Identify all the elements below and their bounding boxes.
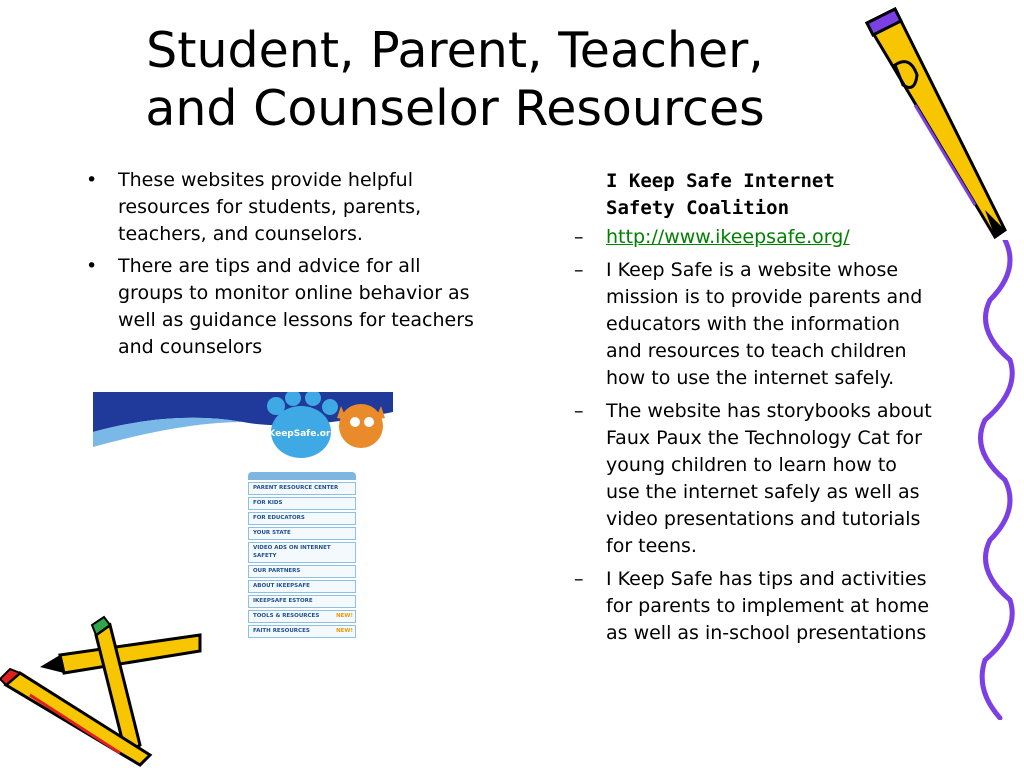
resource-item: [572, 566, 932, 647]
pencil-body: [867, 9, 1005, 237]
menu-item-tools-resources: [248, 610, 356, 623]
new-badge: NEW!: [336, 613, 353, 619]
bullet-marker: •: [86, 169, 98, 191]
paw-toe: [267, 397, 285, 415]
dash-marker: –: [574, 226, 584, 248]
slide-title-line-1: Student, Parent, Teacher,: [146, 22, 764, 79]
menu-item-for-kids: FOR KIDS: [248, 497, 356, 510]
squiggle-line: [981, 240, 1013, 718]
bullet-marker: •: [86, 255, 98, 277]
resource-item: [572, 257, 932, 392]
menu-item-our-partners: OUR PARTNERS: [248, 565, 356, 578]
pencil-tip: [40, 655, 64, 673]
menu-item-parent-resource-center: PARENT RESOURCE CENTER: [248, 482, 356, 495]
cat-mascot-icon: [339, 404, 383, 448]
paw-toe: [322, 399, 338, 415]
bullet-text: These websites provide helpful resources for students, parents, teachers, and counselors.: [118, 169, 422, 245]
menu-item-about: ABOUT IKEEPSAFE: [248, 580, 356, 593]
resource-item-text: I Keep Safe is a website whose mission is to provide parents and educators with the information and resources to teach children how to use the internet safely.: [606, 259, 923, 389]
ikeepsafe-link[interactable]: http://www.ikeepsafe.org/: [606, 226, 850, 248]
cat-eye: [350, 417, 360, 427]
slide-title: [60, 22, 850, 138]
dash-marker: –: [574, 568, 584, 590]
bullet-item: [80, 253, 480, 361]
menu-item-label: FAITH RESOURCES: [253, 628, 310, 634]
dash-marker: –: [574, 259, 584, 281]
resource-heading: I Keep Safe Internet Safety Coalition: [606, 170, 835, 219]
banner-graphic: [93, 392, 393, 462]
menu-item-for-educators: FOR EDUCATORS: [248, 512, 356, 525]
pencil-accent: [30, 695, 120, 753]
menu-item-faith-resources: [248, 625, 356, 638]
logo-text: iKeepSafe.org: [265, 429, 337, 439]
dash-marker: –: [574, 400, 584, 422]
menu-header-bar: [248, 472, 356, 480]
new-badge: NEW!: [336, 628, 353, 634]
left-bullet-list: [80, 167, 480, 366]
bullet-text: There are tips and advice for all groups to monitor online behavior as well as guidance lessons for teachers and counselors: [118, 255, 474, 358]
pencil-clipart-top: [855, 5, 1015, 240]
slide-title-line-2: and Counselor Resources: [145, 80, 765, 137]
menu-item-video-ads: VIDEO ADS ON INTERNET SAFETY: [248, 542, 356, 563]
bullet-item: [80, 167, 480, 248]
squiggle-clipart: [965, 240, 1024, 720]
website-menu: [248, 472, 356, 638]
menu-item-label: TOOLS & RESOURCES: [253, 613, 320, 619]
cat-eye: [364, 417, 374, 427]
resource-item: [572, 398, 932, 560]
pencil-body: [60, 635, 200, 673]
resource-item-text: I Keep Safe has tips and activities for parents to implement at home as well as in-school presentations: [606, 568, 930, 644]
pencil-clipart-bottom: [0, 615, 205, 768]
resource-description: [572, 168, 932, 653]
website-screenshot: [93, 392, 393, 634]
resource-item-text: The website has storybooks about Faux Paux the Technology Cat for young children to learn how to use the internet safely as well as video presentations and tutorials for teens.: [606, 400, 932, 557]
menu-item-your-state: YOUR STATE: [248, 527, 356, 540]
website-banner: [93, 392, 393, 462]
menu-item-estore: IKEEPSAFE ESTORE: [248, 595, 356, 608]
